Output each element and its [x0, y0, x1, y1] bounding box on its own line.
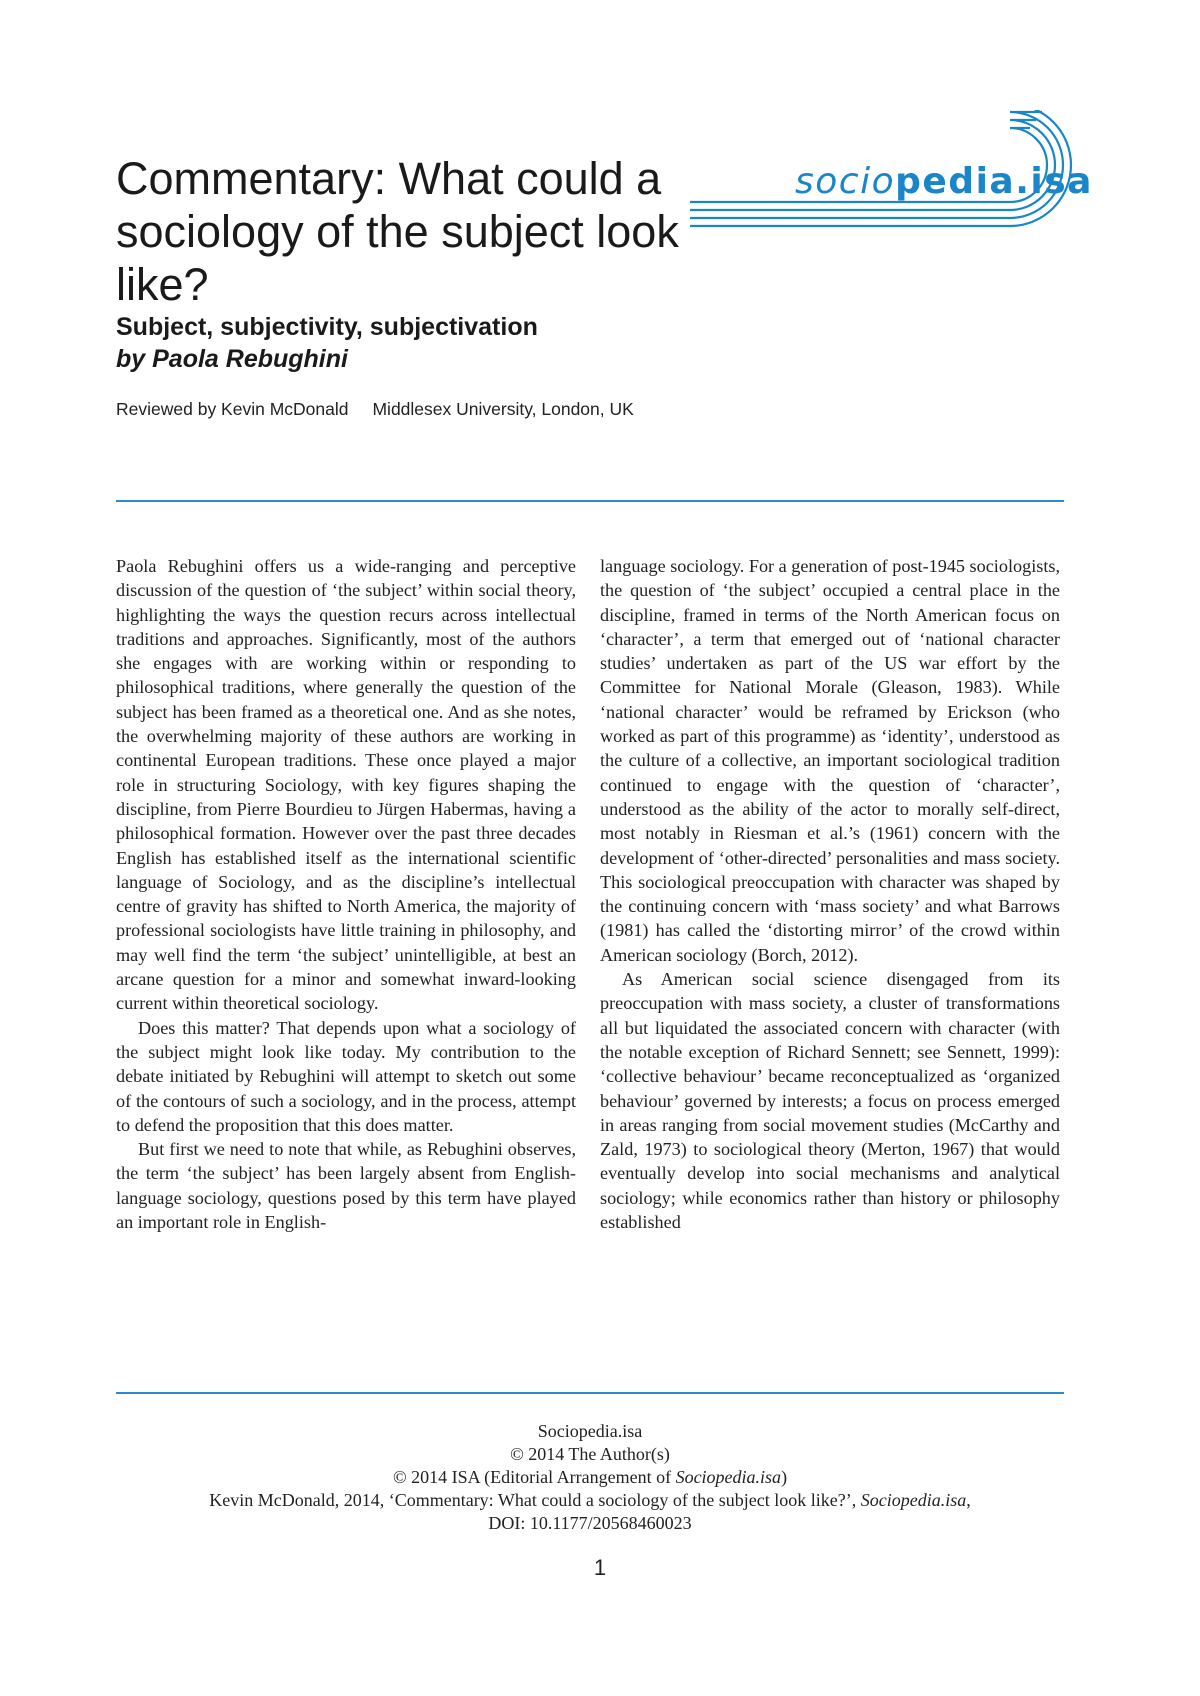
paragraph: language sociology. For a generation of post-1945 sociologists, the question of ‘the subject’ occupied a central place in the discipline, framed in terms of the North American focus on ‘character’, a term that emerged out of ‘national character studies’ undertaken as part of the US war effort by the Committee for National Morale (Gleason, 1983). While ‘national character’ would be reframed by Erickson (who worked as part of this programme) as ‘identity’, understood as the culture of a collective, an important sociological tradition continued to engage with the question of ‘character’, understood as the ability of the actor to morally self-direct, most notably in Riesman et al.’s (1961) concern with the development of ‘other-directed’ personalities and mass society. This sociological preoccupation with character was shaped by the continuing concern with ‘mass society’ and what Barrows (1981) has called the ‘distorting mirror’ of the crowd within American sociology (Borch, 2012).	[600, 556, 1060, 965]
footer-copyright-author: © 2014 The Author(s)	[510, 1444, 670, 1464]
article-title: Commentary: What could a sociology of the subject look like?	[116, 153, 679, 310]
body-column-right	[600, 554, 1060, 1234]
reviewer-name: Reviewed by Kevin McDonald	[116, 399, 349, 419]
paragraph: As American social science disengaged from its preoccupation with mass society, a cluster of transformations all but liquidated the associated concern with character (with the notable exception of Richard Sennett; see Sennett, 1999): ‘collective behaviour’ became reconceptualized as ‘organized behaviour’ governed by interests; a focus on process emerged in areas ranging from social movement studies (McCarthy and Zald, 1973) to sociological theory (Merton, 1967) that would eventually develop into social mechanisms and analytical sociology; while economics rather than history or philosophy established	[600, 969, 1060, 1233]
footer-citation: Kevin McDonald, 2014, ‘Commentary: What could a sociology of the subject look like?’, Sociopedia.isa,	[209, 1490, 971, 1510]
page-number: 1	[593, 1555, 607, 1580]
article-subtitle: Subject, subjectivity, subjectivation	[116, 313, 538, 341]
footer-journal: Sociopedia.isa	[537, 1421, 643, 1441]
footer-divider	[116, 1392, 1064, 1394]
paragraph: Does this matter? That depends upon what a sociology of the subject might look like today. My contribution to the debate initiated by Rebughini will attempt to sketch out some of the contours of such a sociology, and in the process, attempt to defend the proposition that this does matter.	[116, 1017, 576, 1135]
reviewer-affiliation: Middlesex University, London, UK	[372, 399, 634, 419]
paragraph: Paola Rebughini offers us a wide-ranging and perceptive discussion of the question of ‘the subject’ within social theory, highlighting the ways the question recurs across intellectual traditions and approaches. Significantly, most of the authors she engages with are working within or responding to philosophical traditions, where generally the question of the subject has been framed as a theoretical one. And as she notes, the overwhelming majority of these authors are working in continental European traditions. These once played a major role in structuring Sociology, with key figures shaping the discipline, from Pierre Bourdieu to Jürgen Habermas, having a philosophical formation. However over the past three decades English has established itself as the international scientific language of Sociology, and as the discipline’s intellectual centre of gravity has shifted to North America, the majority of professional sociologists have little training in philosophy, and may well find the term ‘the subject’ unintelligible, at best an arcane question for a minor and somewhat inward-looking current within theoretical sociology.	[116, 556, 576, 1014]
logo-text-socio: socio	[795, 161, 896, 202]
reviewer-line	[116, 398, 634, 420]
sociopedia-logo	[795, 160, 1093, 204]
paragraph: But first we need to note that while, as Rebughini observes, the term ‘the subject’ has been largely absent from English-language sociology, questions posed by this term have played an important role in English-	[116, 1139, 576, 1233]
logo-text-pedia: pedia.isa	[895, 161, 1093, 202]
footer-copyright-isa: © 2014 ISA (Editorial Arrangement of Sociopedia.isa)	[392, 1467, 788, 1487]
footer-doi: DOI: 10.1177/20568460023	[488, 1513, 692, 1533]
header-divider	[116, 500, 1064, 502]
article-byline: by Paola Rebughini	[116, 345, 348, 373]
citation-footer	[116, 1420, 1064, 1535]
body-column-left	[116, 554, 576, 1234]
